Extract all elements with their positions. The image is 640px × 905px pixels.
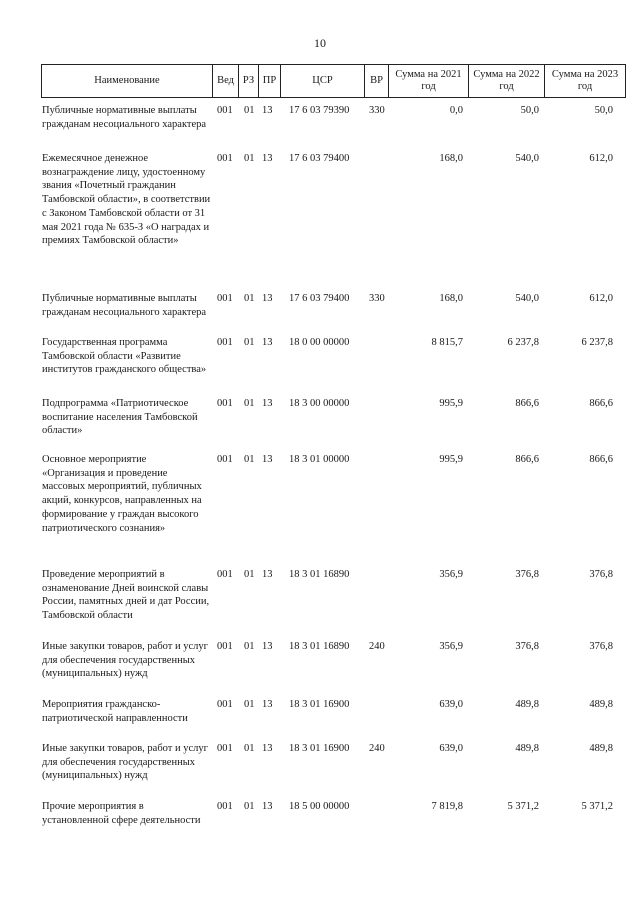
row-sum-2022: 376,8: [515, 641, 539, 652]
row-sum-2021: 7 819,8: [431, 801, 463, 812]
row-pr: 13: [262, 398, 273, 409]
row-name: Иные закупки товаров, работ и услуг для обеспечения государственных (муниципальных) нужд: [42, 743, 208, 782]
header-sum-2021: Сумма на 2021 год: [388, 65, 468, 97]
row-rz: 01: [244, 153, 255, 164]
row-sum-2023: 5 371,2: [581, 801, 613, 812]
row-ved: 001: [217, 337, 233, 348]
row-sum-2023: 612,0: [589, 293, 613, 304]
header-csr: ЦСР: [280, 65, 364, 97]
row-rz: 01: [244, 105, 255, 116]
page-number: 10: [314, 36, 326, 50]
header-sum-2023: Сумма на 2023 год: [544, 65, 625, 97]
row-rz: 01: [244, 641, 255, 652]
row-ved: 001: [217, 569, 233, 580]
row-sum-2021: 356,9: [439, 641, 463, 652]
row-sum-2022: 489,8: [515, 699, 539, 710]
row-name: Подпрограмма «Патриотическое воспитание населения Тамбовской области»: [42, 398, 198, 437]
header-rz: РЗ: [238, 65, 258, 97]
row-pr: 13: [262, 569, 273, 580]
row-csr: 18 3 01 16900: [289, 743, 350, 754]
row-sum-2023: 6 237,8: [581, 337, 613, 348]
row-name: Ежемесячное денежное вознаграждение лицу, удостоенному звания «Почетный гражданин Тамбовской области», в соответствии с Законом Тамбовской области от 31 мая 2021 года № 635-З «О наградах и премиях Тамбовской области»: [42, 153, 211, 247]
row-vr: 240: [369, 641, 385, 652]
row-name: Прочие мероприятия в установленной сфере деятельности: [42, 801, 201, 826]
row-rz: 01: [244, 398, 255, 409]
row-pr: 13: [262, 153, 273, 164]
row-rz: 01: [244, 454, 255, 465]
row-ved: 001: [217, 801, 233, 812]
row-sum-2022: 866,6: [515, 398, 539, 409]
table-header: [41, 64, 626, 98]
row-sum-2021: 639,0: [439, 699, 463, 710]
row-sum-2022: 540,0: [515, 153, 539, 164]
row-pr: 13: [262, 743, 273, 754]
row-sum-2021: 168,0: [439, 293, 463, 304]
row-sum-2022: 6 237,8: [507, 337, 539, 348]
row-ved: 001: [217, 699, 233, 710]
row-rz: 01: [244, 293, 255, 304]
row-rz: 01: [244, 569, 255, 580]
row-name: Иные закупки товаров, работ и услуг для обеспечения государственных (муниципальных) нужд: [42, 641, 208, 680]
row-sum-2021: 995,9: [439, 398, 463, 409]
row-ved: 001: [217, 454, 233, 465]
header-ved: Вед: [212, 65, 238, 97]
row-ved: 001: [217, 743, 233, 754]
header-pr: ПР: [258, 65, 280, 97]
row-ved: 001: [217, 398, 233, 409]
row-vr: 330: [369, 293, 385, 304]
row-ved: 001: [217, 105, 233, 116]
row-csr: 18 5 00 00000: [289, 801, 350, 812]
row-rz: 01: [244, 337, 255, 348]
row-sum-2023: 376,8: [589, 641, 613, 652]
header-name: Наименование: [94, 75, 160, 86]
row-sum-2021: 0,0: [449, 105, 463, 116]
row-name: Мероприятия гражданско-патриотической направленности: [42, 699, 188, 724]
row-vr: 330: [369, 105, 385, 116]
row-ved: 001: [217, 641, 233, 652]
row-csr: 18 3 01 00000: [289, 454, 350, 465]
row-pr: 13: [262, 337, 273, 348]
row-sum-2021: 639,0: [439, 743, 463, 754]
row-rz: 01: [244, 801, 255, 812]
row-csr: 18 3 01 16900: [289, 699, 350, 710]
row-sum-2022: 5 371,2: [507, 801, 539, 812]
row-pr: 13: [262, 105, 273, 116]
row-ved: 001: [217, 293, 233, 304]
row-sum-2023: 489,8: [589, 699, 613, 710]
row-csr: 17 6 03 79400: [289, 153, 350, 164]
row-csr: 17 6 03 79400: [289, 293, 350, 304]
row-name: Публичные нормативные выплаты гражданам несоциального характера: [42, 293, 207, 318]
row-sum-2023: 612,0: [589, 153, 613, 164]
row-sum-2022: 866,6: [515, 454, 539, 465]
row-name: Государственная программа Тамбовской области «Развитие институтов гражданского общества»: [42, 337, 207, 376]
row-sum-2022: 376,8: [515, 569, 539, 580]
row-sum-2022: 50,0: [520, 105, 539, 116]
row-csr: 18 3 01 16890: [289, 641, 350, 652]
row-sum-2021: 8 815,7: [431, 337, 463, 348]
header-vr: ВР: [364, 65, 388, 97]
row-name: Публичные нормативные выплаты гражданам несоциального характера: [42, 105, 207, 130]
row-sum-2021: 995,9: [439, 454, 463, 465]
row-pr: 13: [262, 454, 273, 465]
row-rz: 01: [244, 699, 255, 710]
row-csr: 17 6 03 79390: [289, 105, 350, 116]
row-sum-2023: 376,8: [589, 569, 613, 580]
row-sum-2022: 489,8: [515, 743, 539, 754]
row-csr: 18 0 00 00000: [289, 337, 350, 348]
row-pr: 13: [262, 293, 273, 304]
row-sum-2023: 866,6: [589, 398, 613, 409]
row-pr: 13: [262, 641, 273, 652]
row-sum-2023: 489,8: [589, 743, 613, 754]
header-sum-2022: Сумма на 2022 год: [468, 65, 544, 97]
row-sum-2023: 866,6: [589, 454, 613, 465]
row-sum-2022: 540,0: [515, 293, 539, 304]
row-csr: 18 3 01 16890: [289, 569, 350, 580]
row-sum-2023: 50,0: [594, 105, 613, 116]
row-name: Проведение мероприятий в ознаменование Дней воинской славы России, памятных дней и дат России, Тамбовской области: [42, 569, 210, 622]
row-rz: 01: [244, 743, 255, 754]
row-name: Основное мероприятие «Организация и проведение массовых мероприятий, публичных акций, конкурсов, направленных на формирование у граждан высокого патриотического сознания»: [42, 454, 202, 534]
row-pr: 13: [262, 699, 273, 710]
row-ved: 001: [217, 153, 233, 164]
row-csr: 18 3 00 00000: [289, 398, 350, 409]
row-pr: 13: [262, 801, 273, 812]
row-sum-2021: 356,9: [439, 569, 463, 580]
row-sum-2021: 168,0: [439, 153, 463, 164]
row-vr: 240: [369, 743, 385, 754]
